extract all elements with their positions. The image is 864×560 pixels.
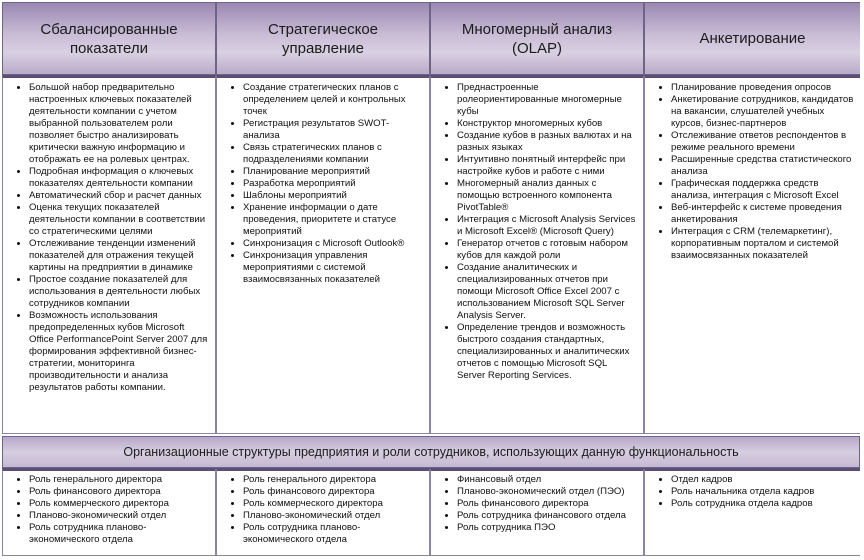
roles-cell xyxy=(644,468,860,556)
list-item: • Отслеживание ответов респондентов в режиме реального времени xyxy=(671,130,854,154)
list-item: • Роль коммерческого директора xyxy=(243,498,423,510)
list-item: • Создание стратегических планов с определением целей и контрольных точек xyxy=(243,82,423,118)
list-item: • Отслеживание тенденции изменений показателей для отражения текущей картины на предприятии в динамике xyxy=(29,238,209,274)
list-item: • Хранение информации о дате проведения, приоритете и статусе мероприятий xyxy=(243,202,423,238)
features-cell xyxy=(644,75,860,434)
list-item: • Связь стратегических планов с подразделениями компании xyxy=(243,142,423,166)
list-item: • Синхронизация управления мероприятиями с системой взаимосвязанных показателей xyxy=(243,250,423,286)
list-item: • Интеграция с Microsoft Analysis Services и Microsoft Excel® (Microsoft Query) xyxy=(457,214,637,238)
column-header-text: Многомерный анализ (OLAP) xyxy=(461,20,613,57)
features-cell xyxy=(430,75,644,434)
roles-cell xyxy=(2,468,216,556)
list-item: • Роль финансового директора xyxy=(243,486,423,498)
roles-cell xyxy=(216,468,430,556)
list-item: • Роль финансового директора xyxy=(457,498,637,510)
list-item: • Конструктор многомерных кубов xyxy=(457,118,637,130)
list-item: • Роль коммерческого директора xyxy=(29,498,209,510)
column-header-balanced-scorecard xyxy=(2,2,216,75)
list-item: • Подробная информация о ключевых показателях деятельности компании xyxy=(29,166,209,190)
list-item: • Отдел кадров xyxy=(671,474,854,486)
list-item: • Возможность использования предопределенных кубов Microsoft Office PerformancePoint Server 2007 для формирования эффективной бизнес-стратегии, мониторинга производительности и анализа результатов работы компании. xyxy=(29,310,209,394)
list-item: • Определение трендов и возможность быстрого создания стандартных, специализированных и аналитических отчетов с помощью Microsoft SQL Server Reporting Services. xyxy=(457,322,637,382)
feature-list xyxy=(437,82,637,382)
list-item: • Роль сотрудника планово-экономического отдела xyxy=(243,522,423,546)
list-item: • Разработка мероприятий xyxy=(243,178,423,190)
list-item: • Роль сотрудника финансового отдела xyxy=(457,510,637,522)
feature-list xyxy=(223,82,423,286)
table-grid xyxy=(2,2,860,556)
list-item: • Регистрация результатов SWOT-анализа xyxy=(243,118,423,142)
list-item: • Создание аналитических и специализированных отчетов при помощи Microsoft Office Excel 2007 с использованием Microsoft SQL Server Analysis Server. xyxy=(457,262,637,322)
list-item: • Автоматический сбор и расчет данных xyxy=(29,190,209,202)
list-item: • Планирование проведения опросов xyxy=(671,82,854,94)
list-item: • Финансовый отдел xyxy=(457,474,637,486)
list-item: • Веб-интерфейс к системе проведения анкетирования xyxy=(671,202,854,226)
roles-band-text: Организационные структуры предприятия и роли сотрудников, использующих данную функциональность xyxy=(123,445,739,459)
list-item: • Интуитивно понятный интерфейс при настройке кубов и работе с ними xyxy=(457,154,637,178)
features-cell xyxy=(2,75,216,434)
list-item: • Простое создание показателей для использования в деятельности любых сотрудников компании xyxy=(29,274,209,310)
column-header-text: Сбалансированные показатели xyxy=(40,20,178,57)
roles-cell xyxy=(430,468,644,556)
column-header-text: Стратегическое управление xyxy=(267,20,379,57)
list-item: • Создание кубов в разных валютах и на разных языках xyxy=(457,130,637,154)
list-item: • Синхронизация с Microsoft Outlook® xyxy=(243,238,423,250)
column-header-surveys xyxy=(644,2,860,75)
list-item: • Анкетирование сотрудников, кандидатов на вакансии, слушателей учебных курсов, бизнес-партнеров xyxy=(671,94,854,130)
feature-list xyxy=(9,82,209,394)
list-item: • Преднастроенные ролеориентированные многомерные кубы xyxy=(457,82,637,118)
list-item: • Оценка текущих показателей деятельности компании в соответствии со стратегическими целями xyxy=(29,202,209,238)
role-list xyxy=(651,474,854,510)
list-item: • Планово-экономический отдел (ПЭО) xyxy=(457,486,637,498)
list-item: • Роль сотрудника отдела кадров xyxy=(671,498,854,510)
list-item: • Многомерный анализ данных с помощью встроенного компонента PivotTable® xyxy=(457,178,637,214)
list-item: • Роль финансового директора xyxy=(29,486,209,498)
list-item: • Большой набор предварительно настроенных ключевых показателей деятельности компании с учетом выбранной пользователем роли позволяет быстро анализировать критически важную информацию и отображать ее на ролевых центрах. xyxy=(29,82,209,166)
column-header-olap xyxy=(430,2,644,75)
roles-band-header xyxy=(2,436,860,468)
features-cell xyxy=(216,75,430,434)
roles-row xyxy=(2,468,860,556)
list-item: • Планово-экономический отдел xyxy=(243,510,423,522)
feature-list xyxy=(651,82,854,262)
list-item: • Интеграция с CRM (телемаркетинг), корпоративным порталом и системой взаимосвязанных показателей xyxy=(671,226,854,262)
role-list xyxy=(437,474,637,534)
list-item: • Роль начальника отдела кадров xyxy=(671,486,854,498)
column-header-strategic-management xyxy=(216,2,430,75)
role-list xyxy=(223,474,423,546)
list-item: • Генератор отчетов с готовым набором кубов для каждой роли xyxy=(457,238,637,262)
list-item: • Роль генерального директора xyxy=(243,474,423,486)
list-item: • Роль генерального директора xyxy=(29,474,209,486)
list-item: • Роль сотрудника ПЭО xyxy=(457,522,637,534)
list-item: • Графическая поддержка средств анализа, интеграция с Microsoft Excel xyxy=(671,178,854,202)
header-row xyxy=(2,2,860,75)
column-header-text: Анкетирование xyxy=(699,30,806,47)
role-list xyxy=(9,474,209,546)
list-item: • Планирование мероприятий xyxy=(243,166,423,178)
features-row xyxy=(2,75,860,434)
list-item: • Планово-экономический отдел xyxy=(29,510,209,522)
list-item: • Расширенные средства статистического анализа xyxy=(671,154,854,178)
list-item: • Шаблоны мероприятий xyxy=(243,190,423,202)
list-item: • Роль сотрудника планово-экономического отдела xyxy=(29,522,209,546)
